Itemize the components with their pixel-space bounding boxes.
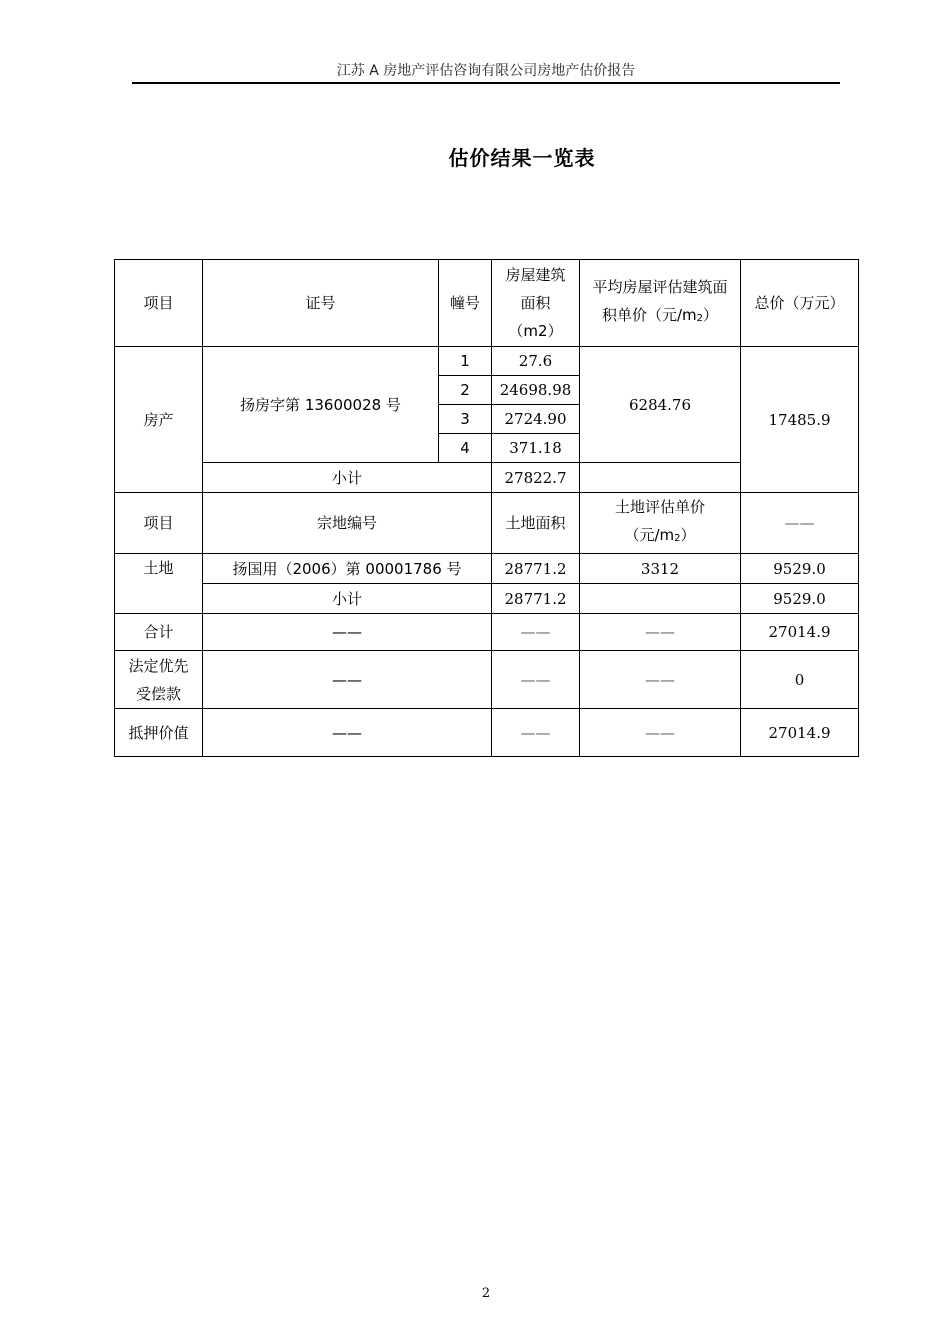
house-unit-price: 6284.76 [580,347,741,463]
page-title: 估价结果一览表 [448,146,596,170]
house-cert: 扬房字第 13600028 号 [203,347,439,463]
summary-cert: —— [203,614,492,651]
header-unit-price: 平均房屋评估建筑面积单价（元/m2） [580,260,741,347]
summary-row [115,651,859,709]
land-row [115,554,859,584]
summary-area: —— [492,651,580,709]
land-subtotal-unit [580,584,741,614]
header-item: 项目 [115,260,203,347]
building-number: 1 [439,347,492,376]
land-header-unit-price: 土地评估单价（元/m2） [580,493,741,554]
summary-label: 合计 [115,614,203,651]
land-header-total: —— [741,493,859,554]
summary-label: 抵押价值 [115,709,203,757]
header-building: 幢号 [439,260,492,347]
summary-cert: —— [203,709,492,757]
summary-area: —— [492,614,580,651]
summary-total: 0 [741,651,859,709]
house-subtotal-label: 小计 [203,463,492,493]
summary-unit: —— [580,651,741,709]
page-number: 2 [481,1286,491,1301]
building-area: 27.6 [492,347,580,376]
valuation-result-table [114,259,859,757]
summary-cert: —— [203,651,492,709]
land-subtotal-label: 小计 [203,584,492,614]
house-subtotal-unit [580,463,741,493]
summary-total: 27014.9 [741,614,859,651]
summary-unit: —— [580,709,741,757]
house-label: 房产 [115,347,203,493]
building-number: 3 [439,405,492,434]
summary-row [115,614,859,651]
header-area: 房屋建筑面积（m2） [492,260,580,347]
land-subtotal-area: 28771.2 [492,584,580,614]
land-header-item: 项目 [115,493,203,554]
land-total: 9529.0 [741,554,859,584]
land-header-parcel: 宗地编号 [203,493,492,554]
land-unit-price: 3312 [580,554,741,584]
land-parcel: 扬国用（2006）第 00001786 号 [203,554,492,584]
summary-total: 27014.9 [741,709,859,757]
building-number: 4 [439,434,492,463]
house-row [115,347,859,376]
land-subtotal-row [115,584,859,614]
building-area: 2724.90 [492,405,580,434]
summary-unit: —— [580,614,741,651]
summary-row [115,709,859,757]
summary-label: 法定优先受偿款 [115,651,203,709]
header-total: 总价（万元） [741,260,859,347]
report-header: 江苏 A 房地产评估咨询有限公司房地产估价报告 [336,63,636,79]
building-area: 24698.98 [492,376,580,405]
land-subtotal-total: 9529.0 [741,584,859,614]
land-label: 土地 [115,554,203,614]
house-header-row [115,260,859,347]
building-number: 2 [439,376,492,405]
land-header-row [115,493,859,554]
house-subtotal-area: 27822.7 [492,463,580,493]
building-area: 371.18 [492,434,580,463]
header-divider [132,82,840,84]
header-cert: 证号 [203,260,439,347]
summary-area: —— [492,709,580,757]
land-header-area: 土地面积 [492,493,580,554]
land-area: 28771.2 [492,554,580,584]
house-total: 17485.9 [741,347,859,493]
